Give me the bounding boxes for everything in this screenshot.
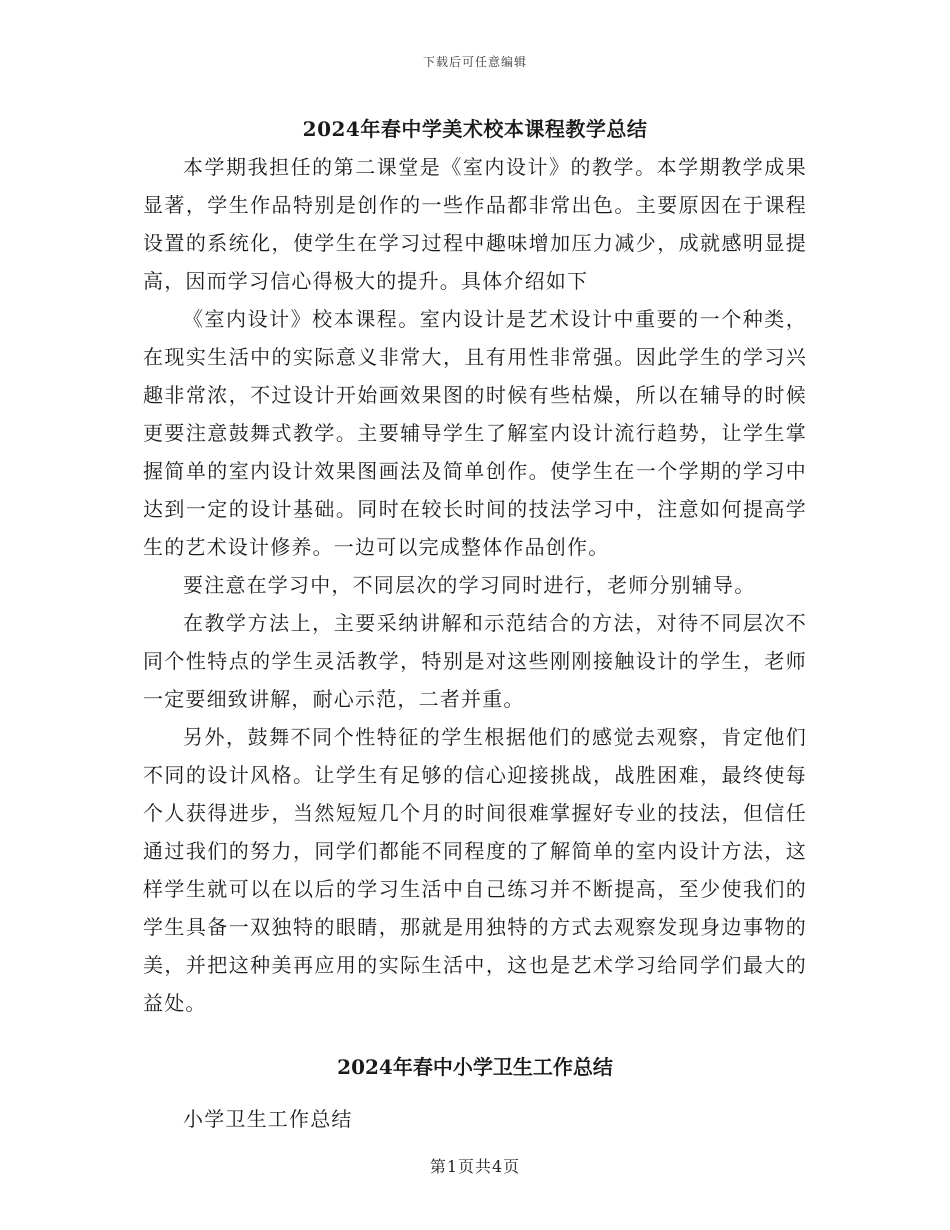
page-number: 第1页共4页	[429, 1157, 521, 1176]
paragraph-intro: 本学期我担任的第二课堂是《室内设计》的教学。本学期教学成果显著，学生作品特别是创作的一些作品都非常出色。主要原因在于课程设置的系统化，使学生在学习过程中趣味增加压力减少，成就感明显提高，因而学习信心得极大的提升。具体介绍如下	[143, 155, 807, 293]
second-article-subtitle: 小学卫生工作总结	[183, 1107, 353, 1131]
article-title: 2024年春中学美术校本课程教学总结	[302, 117, 648, 141]
paragraph-methods: 在教学方法上，主要采纳讲解和示范结合的方法，对待不同层次不同个性特点的学生灵活教学，特别是对这些刚刚接触设计的学生，老师一定要细致讲解，耐心示范，二者并重。	[143, 611, 807, 711]
paragraph-course: 《室内设计》校本课程。室内设计是艺术设计中重要的一个种类，在现实生活中的实际意义非常大，且有用性非常强。因此学生的学习兴趣非常浓，不过设计开始画效果图的时候有些枯燥，所以在辅导的时候更要注意鼓舞式教学。主要辅导学生了解室内设计流行趋势，让学生掌握简单的室内设计效果图画法及简单创作。使学生在一个学期的学习中达到一定的设计基础。同时在较长时间的技法学习中，注意如何提高学生的艺术设计修养。一边可以完成整体作品创作。	[143, 307, 807, 559]
document-body	[143, 110, 807, 1138]
second-article-title: 2024年春中小学卫生工作总结	[337, 1055, 613, 1079]
paragraph-levels: 要注意在学习中，不同层次的学习同时进行，老师分别辅导。	[183, 573, 756, 597]
paragraph-encouragement: 另外，鼓舞不同个性特征的学生根据他们的感觉去观察，肯定他们不同的设计风格。让学生有足够的信心迎接挑战，战胜困难，最终使每个人获得进步，当然短短几个月的时间很难掌握好专业的技法，但信任通过我们的努力，同学们都能不同程度的了解简单的室内设计方法，这样学生就可以在以后的学习生活中自己练习并不断提高，至少使我们的学生具备一双独特的眼睛，那就是用独特的方式去观察发现身边事物的美，并把这种美再应用的实际生活中，这也是艺术学习给同学们最大的益处。	[143, 725, 807, 1015]
header-note: 下载后可任意编辑	[422, 55, 527, 69]
